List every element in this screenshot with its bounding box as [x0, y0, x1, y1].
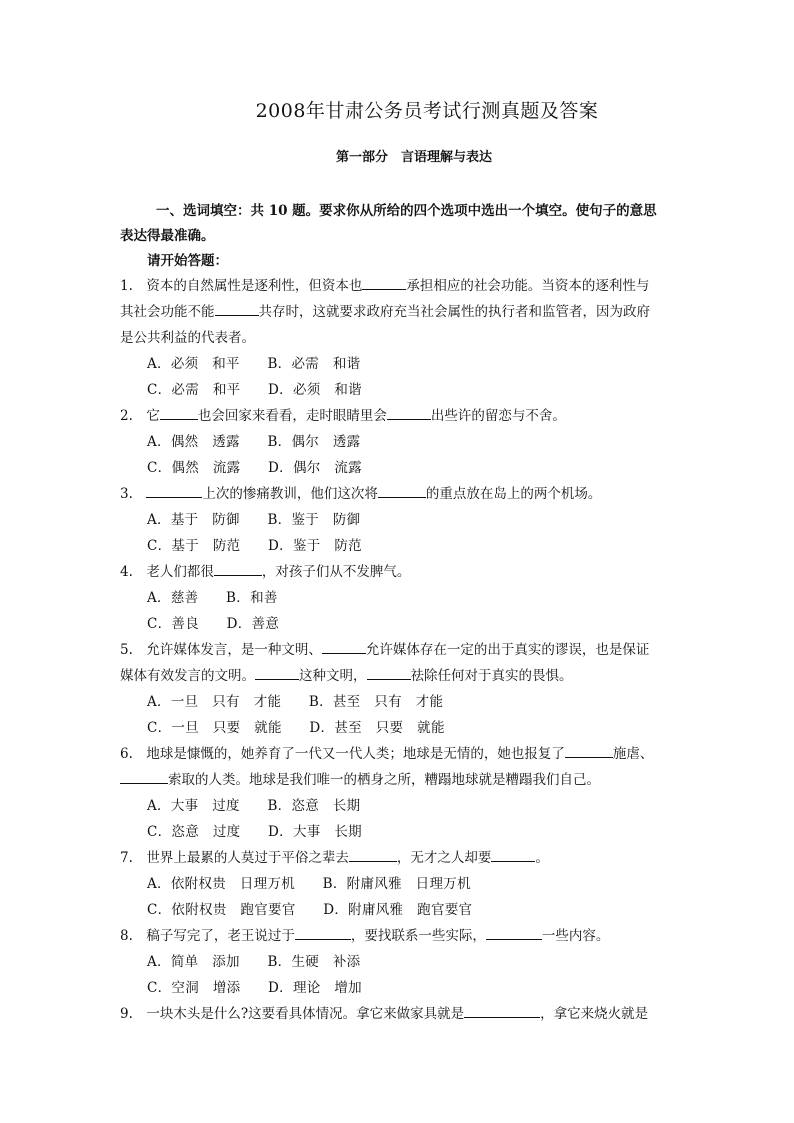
question-2-line-1: 2. 它 也会回家来看看，走时眼睛里会 出些许的留恋与不舍。: [120, 408, 566, 424]
answer-blank: [565, 745, 613, 758]
start-answering-label: 请开始答题：: [147, 253, 228, 269]
answer-blank: [378, 485, 426, 498]
question-5-options-ab: A．一旦 只有 才能 B．甚至 只有 才能: [147, 694, 444, 710]
answer-blank: [486, 927, 542, 940]
question-1-line-3: 是公共利益的代表者。: [120, 330, 255, 346]
section-subtitle: 第一部分 言语理解与表达: [335, 150, 492, 165]
question-1-line-1: 1. 资本的自然属性是逐利性，但资本也 承担相应的社会功能。当资本的逐利性与: [120, 278, 650, 294]
answer-blank: [295, 927, 351, 940]
answer-blank: [367, 667, 411, 680]
question-5-line-2: 媒体有效发言的文明。 这种文明， 祛除任何对于真实的畏惧。: [120, 668, 573, 684]
question-4-line-1: 4. 老人们都很 ，对孩子们从不发脾气。: [120, 564, 411, 580]
document-title: 2008年甘肃公务员考试行测真题及答案: [255, 100, 599, 122]
question-8-options-cd: C．空洞 增添 D．理论 增加: [147, 980, 362, 996]
question-7-options-cd: C．依附权贵 跑官要官 D．附庸风雅 跑官要官: [147, 902, 473, 918]
answer-blank: [214, 563, 262, 576]
answer-blank: [349, 849, 397, 862]
answer-blank: [491, 849, 535, 862]
question-1-options-cd: C．必需 和平 D．必须 和谐: [147, 382, 362, 398]
instruction-line-2: 表达得最准确。: [120, 228, 215, 244]
question-2-options-ab: A．偶然 透露 B．偶尔 透露: [147, 434, 361, 450]
question-4-options-cd: C．善良 D．善意: [147, 616, 280, 632]
question-3-options-ab: A．基于 防御 B．鉴于 防御: [147, 512, 361, 528]
question-8-line-1: 8. 稿子写完了，老王说过于 ，要找联系一些实际， 一些内容。: [120, 928, 610, 944]
answer-blank: [322, 641, 366, 654]
question-6-options-ab: A．大事 过度 B．恣意 长期: [147, 798, 361, 814]
answer-blank: [362, 277, 406, 290]
question-9-line-1: 9. 一块木头是什么?这要看具体情况。拿它来做家具就是 ，拿它来烧火就是: [120, 1006, 649, 1022]
question-7-line-1: 7. 世界上最累的人莫过于平俗之辈去 ，无才之人却要 。: [120, 850, 549, 866]
question-7-options-ab: A．依附权贵 日理万机 B．附庸风雅 日理万机: [147, 876, 471, 892]
answer-blank: [120, 771, 168, 784]
answer-blank: [255, 667, 299, 680]
question-2-options-cd: C．偶然 流露 D．偶尔 流露: [147, 460, 362, 476]
question-6-line-1: 6. 地球是慷慨的，她养育了一代又一代人类；地球是无情的，她也报复了 施虐、: [120, 746, 654, 762]
question-4-options-ab: A．慈善 B．和善: [147, 590, 278, 606]
instruction-line-1: 一、选词填空：共 10 题。要求你从所给的四个选项中选出一个填空。使句子的意思: [156, 203, 657, 219]
question-6-line-2: 索取的人类。地球是我们唯一的栖身之所，糟蹋地球就是糟蹋我们自己。: [120, 768, 680, 788]
question-8-options-ab: A．简单 添加 B．生硬 补添: [147, 954, 361, 970]
question-3-line-1: 3. 上次的惨痛教训，他们这次将 的重点放在岛上的两个机场。: [120, 486, 602, 502]
question-6-options-cd: C．恣意 过度 D．大事 长期: [147, 824, 362, 840]
answer-blank: [464, 1005, 540, 1018]
answer-blank: [160, 407, 198, 420]
question-3-options-cd: C．基于 防范 D．鉴于 防范: [147, 538, 362, 554]
answer-blank: [387, 407, 431, 420]
question-1-options-ab: A．必须 和平 B．必需 和谐: [147, 356, 361, 372]
answer-blank: [215, 303, 259, 316]
question-5-line-1: 5. 允许媒体发言，是一种文明、 允许媒体存在一定的出于真实的谬误，也是保证: [120, 642, 650, 658]
answer-blank: [146, 485, 202, 498]
question-1-line-2: 其社会功能不能 共存时，这就要求政府充当社会属性的执行者和监管者，因为政府: [120, 304, 650, 320]
question-5-options-cd: C．一旦 只要 就能 D．甚至 只要 就能: [147, 720, 445, 736]
